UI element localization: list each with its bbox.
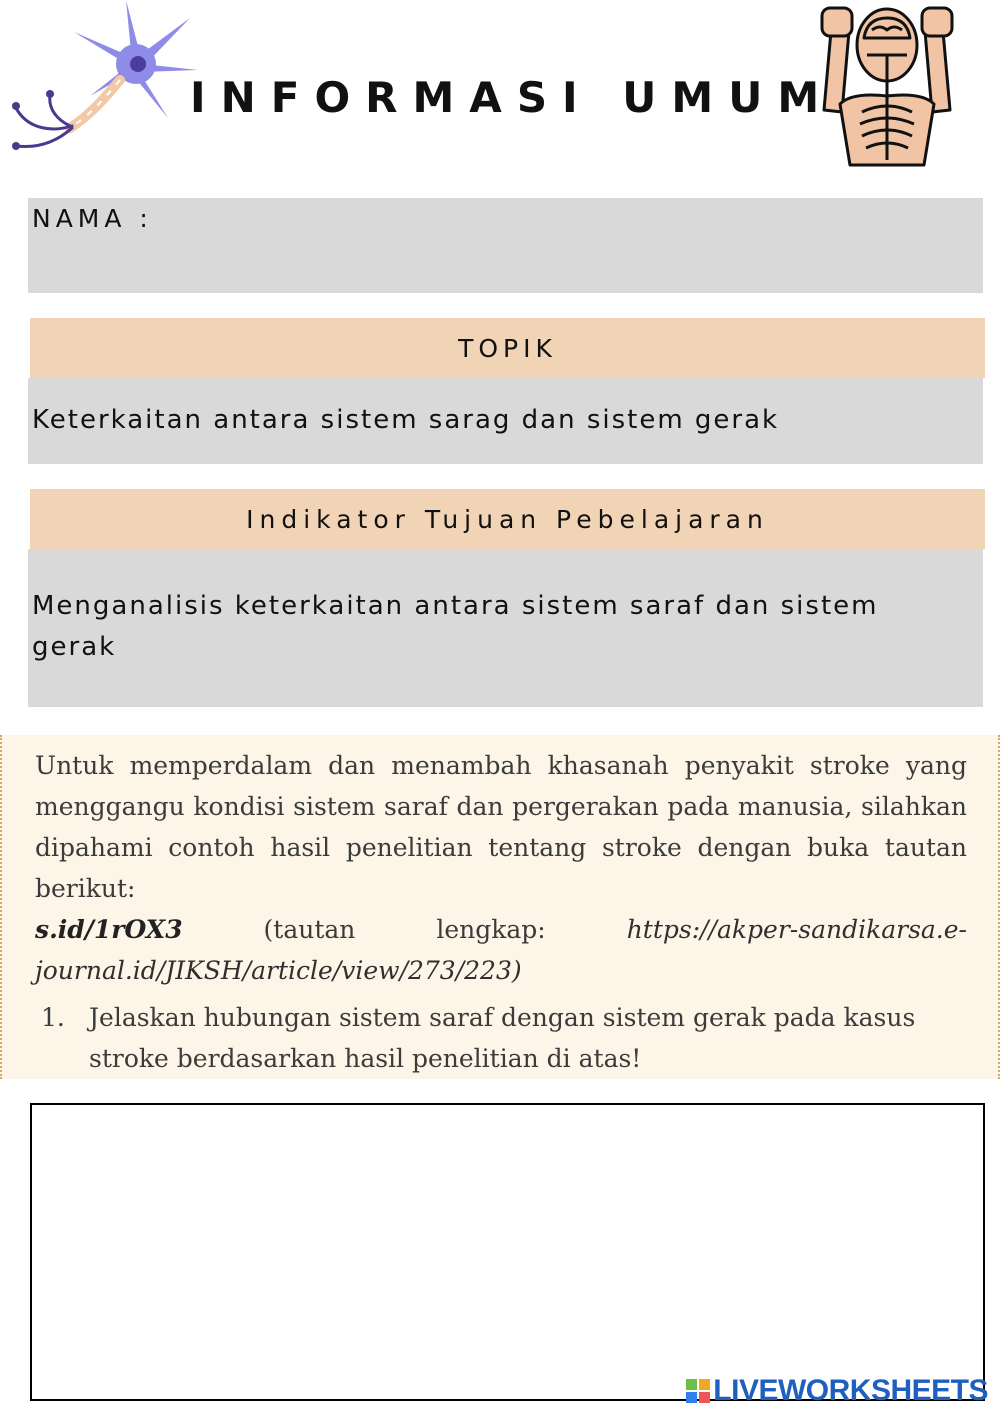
neuron-icon [8,0,208,160]
name-label: NAMA : [32,204,153,233]
short-link[interactable]: s.id/1rOX3 [35,915,183,944]
topic-content: Keterkaitan antara sistem sarag dan sistem gerak [28,378,983,464]
link-prefix: (tautan lengkap: [263,915,546,944]
excerpt-paragraph: Untuk memperdalam dan menambah khasanah penyakit stroke yang menggangu kondisi sistem saraf dan pergerakan pada manusia, silahkan dipahami contoh hasil penelitian tentang stroke dengan buka tautan berikut: [35,751,967,903]
topic-heading: TOPIK [30,318,985,378]
full-link[interactable]: https://akper-sandikarsa.e-journal.id/JIKSH/article/view/273/223) [35,915,967,985]
answer-box[interactable] [30,1103,985,1401]
reading-excerpt [0,735,1000,1079]
link-line [35,909,967,991]
name-field[interactable] [28,198,983,293]
brand-logo [685,1374,988,1408]
skeleton-body-icon [812,0,962,170]
question-number: 1. [41,1003,65,1032]
page-title: INFORMASI UMUM [190,73,835,122]
question-text: Jelaskan hubungan sistem saraf dengan sistem gerak pada kasus stroke berdasarkan hasil penelitian di atas! [89,1003,916,1073]
learning-objective-content: Menganalisis keterkaitan antara sistem saraf dan sistem gerak [28,549,983,707]
liveworksheets-logo-icon [685,1378,711,1404]
brand-name: LIVEWORKSHEETS [713,1374,988,1407]
learning-objective-heading: Indikator Tujuan Pebelajaran [30,489,985,549]
question-item [35,997,967,1079]
